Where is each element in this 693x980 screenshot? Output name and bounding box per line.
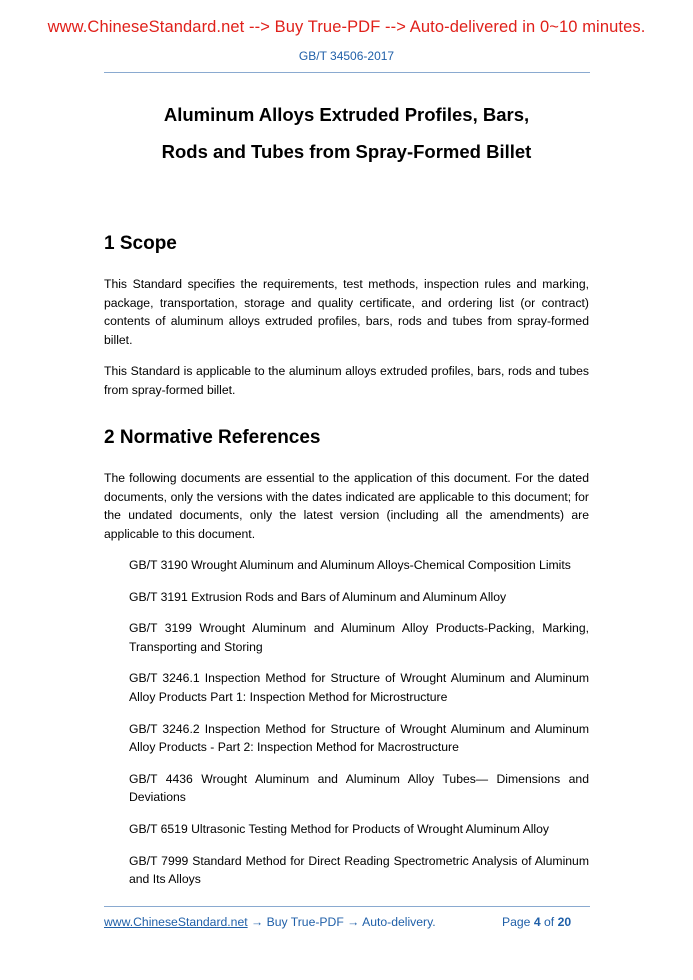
reference-item: GB/T 3199 Wrought Aluminum and Aluminum Alloy Products-Packing, Marking, Transporting and Storing <box>129 621 589 654</box>
normative-intro-paragraph: The following documents are essential to the application of this document. For the dated documents, only the versions with the dates indicated are applicable to this document; for the undated documents, only the latest version (including all the amendments) are applicable to this document. <box>104 471 589 541</box>
reference-item: GB/T 4436 Wrought Aluminum and Aluminum Alloy Tubes— Dimensions and Deviations <box>129 771 589 805</box>
scope-paragraph-1: This Standard specifies the requirements, test methods, inspection rules and marking, package, transportation, storage and quality certificate, and ordering list (or contract) contents of aluminum alloys extruded profiles, bars, rods and tubes from spray-formed billet. <box>104 277 589 347</box>
footer-link[interactable]: www.ChineseStandard.net <box>104 915 248 929</box>
header-divider <box>104 72 590 73</box>
promo-banner[interactable]: www.ChineseStandard.net --> Buy True-PDF --> Auto-delivered in 0~10 minutes. <box>47 18 646 36</box>
reference-item: GB/T 3191 Extrusion Rods and Bars of Aluminum and Aluminum Alloy <box>129 589 507 604</box>
reference-item: GB/T 7999 Standard Method for Direct Reading Spectrometric Analysis of Aluminum and Its Alloys <box>129 853 589 887</box>
reference-item: GB/T 6519 Ultrasonic Testing Method for Products of Wrought Aluminum Alloy <box>129 821 549 836</box>
reference-item: GB/T 3246.2 Inspection Method for Structure of Wrought Aluminum and Aluminum Alloy Products - Part 2: Inspection Method for Macrostructure <box>129 721 589 755</box>
scope-paragraph-2: This Standard is applicable to the aluminum alloys extruded profiles, bars, rods and tubes from spray-formed billet. <box>104 364 589 397</box>
reference-list <box>129 556 589 902</box>
footer-divider <box>104 906 590 907</box>
page-indicator <box>502 915 571 929</box>
document-title-line-1: Aluminum Alloys Extruded Profiles, Bars, <box>163 104 530 125</box>
page-of: of <box>544 915 555 929</box>
footer-promo <box>104 915 436 929</box>
page-total: 20 <box>557 915 572 929</box>
document-title-line-2: Rods and Tubes from Spray-Formed Billet <box>161 141 532 162</box>
reference-item: GB/T 3246.1 Inspection Method for Structure of Wrought Aluminum and Aluminum Alloy Products Part 1: Inspection Method for Microstructure <box>129 671 589 704</box>
reference-item: GB/T 3190 Wrought Aluminum and Aluminum Alloys-Chemical Composition Limits <box>129 558 571 572</box>
standard-code: GB/T 34506-2017 <box>298 49 395 63</box>
page-current: 4 <box>533 915 541 929</box>
section-heading-scope: 1 Scope <box>104 233 177 254</box>
footer-promo-tail: → Buy True-PDF → Auto-delivery. <box>247 915 436 929</box>
section-heading-normative-references: 2 Normative References <box>104 427 321 448</box>
page-label: Page <box>502 915 531 929</box>
